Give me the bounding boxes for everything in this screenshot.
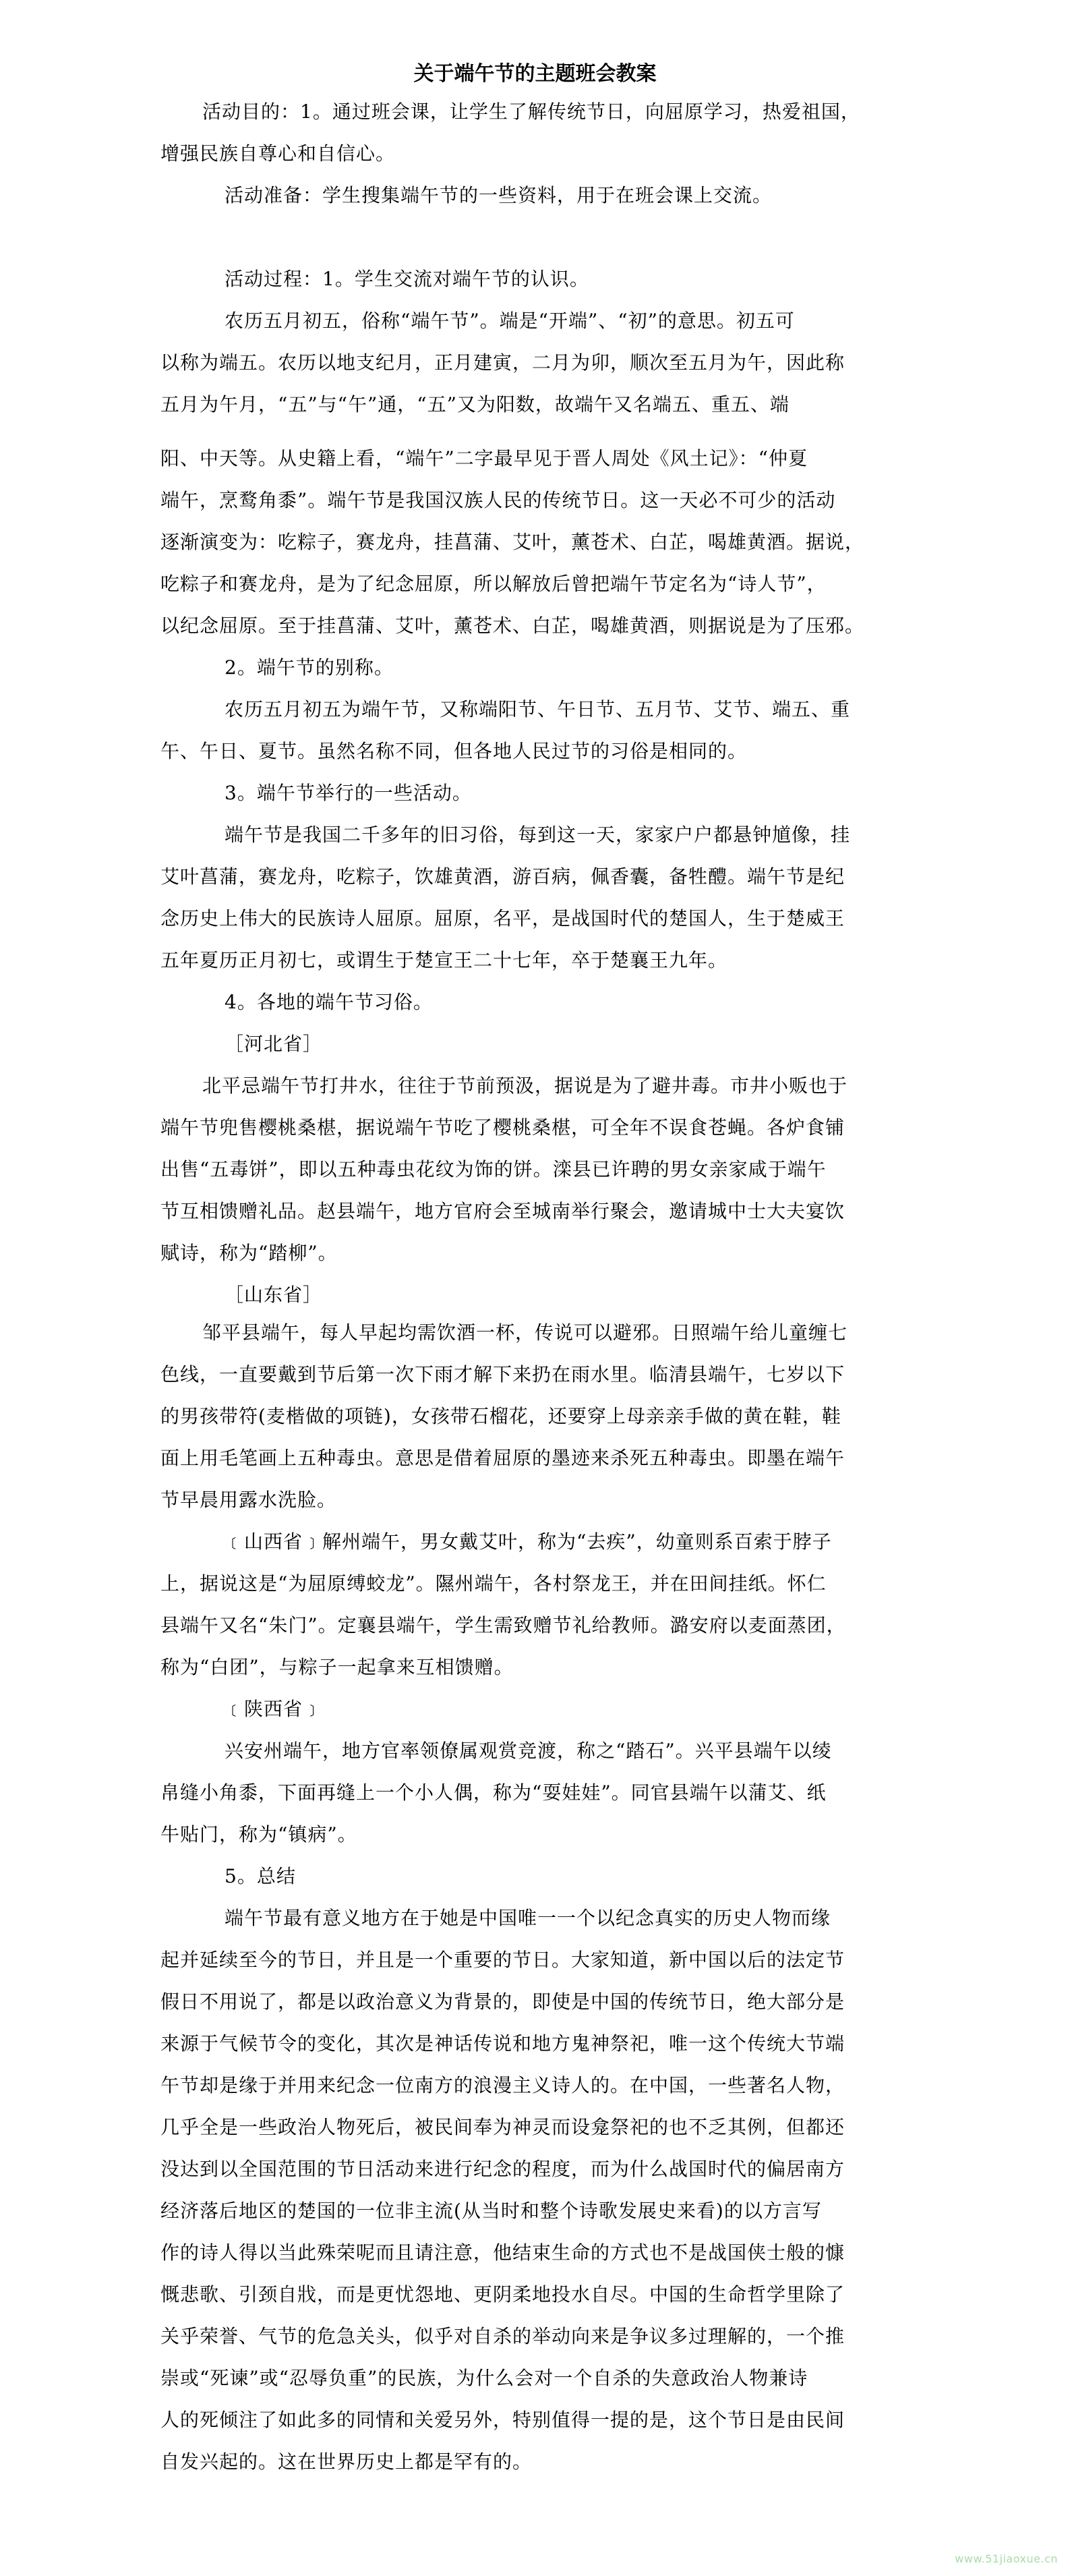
text-line: 帛缝小角黍，下面再缝上一个小人偶，称为“耍娃娃”。同官县端午以蒲艾、纸 (160, 1781, 827, 1804)
text-line: 念历史上伟大的民族诗人屈原。屈原，名平，是战国时代的楚国人，生于楚威王 (160, 907, 845, 929)
text-line: 牛贴门，称为“镇病”。 (160, 1823, 357, 1845)
text-line: 增强民族自尊心和自信心。 (160, 142, 396, 165)
text-line: 作的诗人得以当此殊荣呢而且请注意，他结束生命的方式也不是战国侠士般的慷 (160, 2241, 845, 2264)
text-line: 几乎全是一些政治人物死后，被民间奉为神灵而设龛祭祀的也不乏其例，但都还 (160, 2116, 845, 2138)
text-line: 邹平县端午，每人早起均需饮酒一杯，传说可以避邪。日照端午给儿童缠七 (202, 1321, 848, 1344)
text-line: 五年夏历正月初七，或谓生于楚宣王二十七年，卒于楚襄王九年。 (160, 949, 728, 971)
text-line: 端午，烹鹜角黍”。端午节是我国汉族人民的传统节日。这一天必不可少的活动 (160, 489, 836, 511)
text-line: 起并延续至今的节日，并且是一个重要的节日。大家知道，新中国以后的法定节 (160, 1949, 845, 1971)
text-line: 赋诗，称为“踏柳”。 (160, 1242, 338, 1264)
text-line: 逐渐演变为：吃粽子，赛龙舟，挂菖蒲、艾叶，薰苍术、白芷，喝雄黄酒。据说， (160, 531, 865, 553)
text-line: 阳、中天等。从史籍上看，“端午”二字最早见于晋人周处《风土记》：“仲夏 (160, 447, 808, 469)
text-line: 2。端午节的别称。 (225, 656, 394, 679)
text-line: 农历五月初五，俗称“端午节”。端是“开端”、“初”的意思。初五可 (225, 310, 795, 332)
text-line: 自发兴起的。这在世界历史上都是罕有的。 (160, 2451, 533, 2473)
text-line: 端午节兜售樱桃桑椹，据说端午节吃了樱桃桑椹，可全年不误食苍蝇。各炉食铺 (160, 1116, 845, 1139)
watermark: www.51jiaoxue.cn (955, 2552, 1058, 2565)
text-line: 活动过程：1。学生交流对端午节的认识。 (225, 268, 589, 290)
text-line: 县端午又名“朱门”。定襄县端午，学生需致赠节礼给教师。潞安府以麦面蒸团， (160, 1614, 846, 1636)
text-line: 面上用毛笔画上五种毒虫。意思是借着屈原的墨迹来杀死五种毒虫。即墨在端午 (160, 1447, 845, 1469)
text-line: 5。总结 (225, 1865, 296, 1887)
text-line: 午、午日、夏节。虽然名称不同，但各地人民过节的习俗是相同的。 (160, 740, 748, 762)
text-line: 称为“白团”，与粽子一起拿来互相馈赠。 (160, 1656, 514, 1678)
text-line: 以称为端五。农历以地支纪月，正月建寅，二月为卯，顺次至五月为午，因此称 (160, 351, 845, 374)
text-line: ﹝陕西省﹞ (225, 1698, 323, 1720)
text-line: 北平忌端午节打井水，往往于节前预汲，据说是为了避井毒。市井小贩也于 (202, 1075, 848, 1097)
text-line: 节互相馈赠礼品。赵县端午，地方官府会至城南举行聚会，邀请城中士大夫宴饮 (160, 1200, 845, 1222)
text-line: 活动目的：1。通过班会课，让学生了解传统节日，向屈原学习，热爱祖国， (202, 101, 860, 123)
text-line: 午节却是缘于并用来纪念一位南方的浪漫主义诗人的。在中国，一些著名人物， (160, 2074, 845, 2096)
text-line: ［山东省］ (225, 1284, 323, 1306)
text-line: 上，据说这是“为屈原缚蛟龙”。隰州端午，各村祭龙王，并在田间挂纸。怀仁 (160, 1572, 827, 1595)
text-line: 节早晨用露水洗脸。 (160, 1489, 337, 1511)
text-line: 色线，一直要戴到节后第一次下雨才解下来扔在雨水里。临清县端午，七岁以下 (160, 1363, 845, 1385)
text-line: 出售“五毒饼”，即以五种毒虫花纹为饰的饼。滦县已许聘的男女亲家咸于端午 (160, 1158, 827, 1180)
text-line: 五月为午月，“五”与“午”通，“五”又为阳数，故端午又名端五、重五、端 (160, 393, 790, 416)
text-line: 关乎荣誉、气节的危急关头，似乎对自杀的举动向来是争议多过理解的，一个推 (160, 2325, 845, 2347)
text-line: 4。各地的端午节习俗。 (225, 991, 433, 1013)
text-line: 人的死倾注了如此多的同情和关爱另外，特别值得一提的是，这个节日是由民间 (160, 2409, 845, 2431)
text-line: 农历五月初五为端午节，又称端阳节、午日节、五月节、艾节、端五、重 (225, 698, 851, 720)
text-line: 吃粽子和赛龙舟，是为了纪念屈原，所以解放后曾把端午节定名为“诗人节”， (160, 573, 827, 595)
document-title: 关于端午节的主题班会教案 (413, 62, 657, 86)
text-line: 的男孩带符(麦楷做的项链)，女孩带石榴花，还要穿上母亲亲手做的黄在鞋，鞋 (160, 1405, 841, 1427)
text-line: 没达到以全国范围的节日活动来进行纪念的程度，而为什么战国时代的偏居南方 (160, 2158, 845, 2180)
text-line: 假日不用说了，都是以政治意义为背景的，即使是中国的传统节日，绝大部分是 (160, 1991, 845, 2013)
text-line: 以纪念屈原。至于挂菖蒲、艾叶，薰苍术、白芷，喝雄黄酒，则据说是为了压邪。 (160, 614, 865, 637)
text-line: ［河北省］ (225, 1033, 323, 1055)
text-line: 经济落后地区的楚国的一位非主流(从当时和整个诗歌发展史来看)的以方言写 (160, 2200, 822, 2222)
text-line: 来源于气候节令的变化，其次是神话传说和地方鬼神祭祀，唯一这个传统大节端 (160, 2032, 845, 2055)
text-line: ﹝山西省﹞解州端午，男女戴艾叶，称为“去疾”，幼童则系百索于脖子 (225, 1530, 832, 1553)
text-line: 慨悲歌、引颈自戕，而是更忧怨地、更阴柔地投水自尽。中国的生命哲学里除了 (160, 2283, 845, 2306)
text-line: 艾叶菖蒲，赛龙舟，吃粽子，饮雄黄酒，游百病，佩香囊，备牲醴。端午节是纪 (160, 865, 845, 888)
text-line: 3。端午节举行的一些活动。 (225, 782, 472, 804)
text-line: 端午节最有意义地方在于她是中国唯一一个以纪念真实的历史人物而缘 (225, 1907, 831, 1929)
text-line: 端午节是我国二千多年的旧习俗，每到这一天，家家户户都悬钟馗像，挂 (225, 824, 851, 846)
text-line: 活动准备：学生搜集端午节的一些资料，用于在班会课上交流。 (225, 184, 773, 206)
text-line: 崇或“死谏”或“忍辱负重”的民族，为什么会对一个自杀的失意政治人物兼诗 (160, 2367, 808, 2389)
text-line: 兴安州端午，地方官率领僚属观赏竞渡，称之“踏石”。兴平县端午以绫 (225, 1740, 832, 1762)
